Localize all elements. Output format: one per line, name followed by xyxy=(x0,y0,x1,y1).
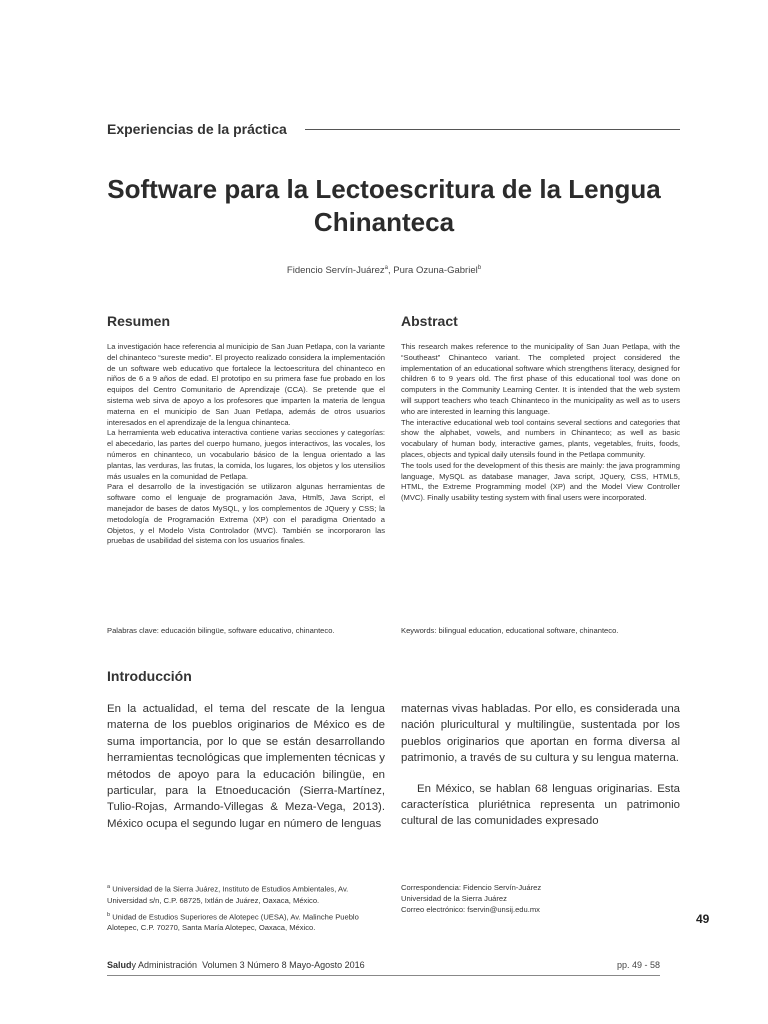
introduccion-paragraph: maternas vivas habladas. Por ello, es considerada una nación pluricultural y multilingüe, sustentada por los pueblos originarios que aportan en forma diversa al patrimonio, a través de su cultura y su lengua materna. xyxy=(401,703,680,765)
correspondence-block xyxy=(401,882,680,915)
introduccion-right-column xyxy=(401,701,680,830)
correspondence-institution: Universidad de la Sierra Juárez xyxy=(401,894,507,903)
resumen-body xyxy=(107,342,385,547)
abstract-paragraph: The interactive educational web tool contains several sections and categories that show the alphabet, vowels, and numbers in Chinanteco; as well as basic vocabulary of human body, interactive games, plants, vegetables, fruits, foods, places, objects and typical daily utensils found in the Petlapa community. xyxy=(401,417,680,459)
correspondence-email[interactable]: Correo electrónico: fservin@unsij.edu.mx xyxy=(401,905,540,914)
keywords-english: Keywords: bilingual education, educational software, chinanteco. xyxy=(401,626,619,635)
abstract-heading: Abstract xyxy=(401,313,458,329)
footer-page-range: pp. 49 - 58 xyxy=(616,960,660,970)
resumen-paragraph: La investigación hace referencia al municipio de San Juan Petlapa, con la variante del chinanteco “sureste medio”. El proyecto realizado considera la implementación de un software web educativo que fortalece la lectoescritura del chinanteco en niños de 6 a 9 años de edad. El prototipo en su primera fase fue probado en los equipos del Centro Comunitario de Aprendizaje (CCA). Se pretende que el sistema web sirva de apoyo a los profesores que imparten la materia de lengua materna en el municipio de San Juan Petlapa, además de otros usuarios interesados en el aprendizaje de la lengua chinanteca. xyxy=(107,342,385,427)
abstract-paragraph: The tools used for the development of this thesis are mainly: the java programming language, MySQL as database manager, Java script, JQuery, CSS, HTML5, HTML, the Extreme Programming model (XP) and the Model View Controller (MVC). Finally usability testing system with final users were incorporated. xyxy=(401,460,680,503)
affiliation-mark: a xyxy=(107,884,111,890)
affiliation-footnote xyxy=(107,882,385,906)
palabras-clave: Palabras clave: educación bilingüe, software educativo, chinanteco. xyxy=(107,626,335,635)
abstract-body xyxy=(401,342,680,504)
authors xyxy=(60,265,708,276)
affiliation-text: Universidad de la Sierra Juárez, Instituto de Estudios Ambientales, Av. Universidad s/n, C.P. 68725, Ixtlán de Juárez, Oaxaca, México. xyxy=(107,884,349,905)
affiliation-footnotes xyxy=(107,882,385,933)
journal-name-bold: Salud xyxy=(107,960,132,970)
section-rule xyxy=(305,129,680,130)
author-name[interactable]: Fidencio Servín-Juárez xyxy=(286,265,385,277)
resumen-paragraph: Para el desarrollo de la investigación se utilizaron algunas herramientas de software como el lenguaje de programación Java, Html5, Java Script, el manejador de bases de datos MySQL, y los complementos de JQuery y CSS; la metodología de Programación Extrema (XP) con el paradigma Orientado a Objetos, y el Modelo Vista Controlador (MVC). También se incorporaron las pruebas de usabilidad del sistema con los usuarios finales. xyxy=(107,482,385,546)
article-title: Software para la Lectoescritura de la Lengua Chinanteca xyxy=(107,174,661,237)
author-separator: , xyxy=(387,265,394,277)
journal-name-rest: y Administración xyxy=(131,960,198,970)
introduccion-paragraph: En México, se hablan 68 lenguas originarias. Esta característica pluriétnica representa un patrimonio cultural de las comunidades expresado xyxy=(401,782,680,828)
footer-journal xyxy=(107,960,365,970)
affiliation-mark: b xyxy=(107,911,111,918)
affiliation-footnote xyxy=(107,910,385,934)
correspondence-name: Correspondencia: Fidencio Servín-Juárez xyxy=(401,883,542,892)
resumen-heading: Resumen xyxy=(107,313,171,329)
footer-rule xyxy=(107,975,660,976)
resumen-paragraph: La herramienta web educativa interactiva contiene varias secciones y categorías: el abecedario, las partes del cuerpo humano, juegos interactivos, las vocales, los números en chinanteco, un vocabulario básico de la lengua orientado a las plantas, las verduras, las frutas, la comida, los lugares, los objetos y los utensilios más usuales en la comunidad de Petlapa. xyxy=(107,428,385,481)
introduccion-heading: Introducción xyxy=(107,668,192,684)
section-label: Experiencias de la práctica xyxy=(107,121,287,137)
page-number: 49 xyxy=(696,912,710,926)
introduccion-left-column xyxy=(107,701,385,832)
author-name[interactable]: Pura Ozuna-Gabriel xyxy=(393,265,478,277)
affiliation-mark: b xyxy=(477,265,482,271)
abstract-paragraph: This research makes reference to the municipality of San Juan Petlapa, with the “Southeast” Chinanteco variant. The completed project considered the implementation of an educational software which strengthens literacy, designed for children 6 to 9 years old. The first phase of this educational tool was done on computers in the Community Learning Center. It is intended that the web system will support teachers who teach Chinanteco in the municipality as well as to users who are interested in learning this language. xyxy=(401,342,680,416)
introduccion-paragraph: En la actualidad, el tema del rescate de la lengua materna de los pueblos originarios de México es de suma importancia, por lo que se están desarrollando herramientas tecnológicas que implementen técnicas y métodos de apoyo para la educación bilingüe, en particular, para la Etnoeducación (Sierra-Martínez, Tulio-Rojas, Armando-Villegas & Meza-Vega, 2013). México ocupa el segundo lugar en número de lenguas xyxy=(107,703,385,830)
journal-issue: Volumen 3 Número 8 Mayo-Agosto 2016 xyxy=(202,960,365,970)
affiliation-mark: a xyxy=(384,265,388,271)
affiliation-text: Unidad de Estudios Superiores de Alotepec (UESA), Av. Malinche Pueblo Alotepec, C.P. 70270, Santa María Alotepec, Oaxaca, México. xyxy=(107,912,359,933)
